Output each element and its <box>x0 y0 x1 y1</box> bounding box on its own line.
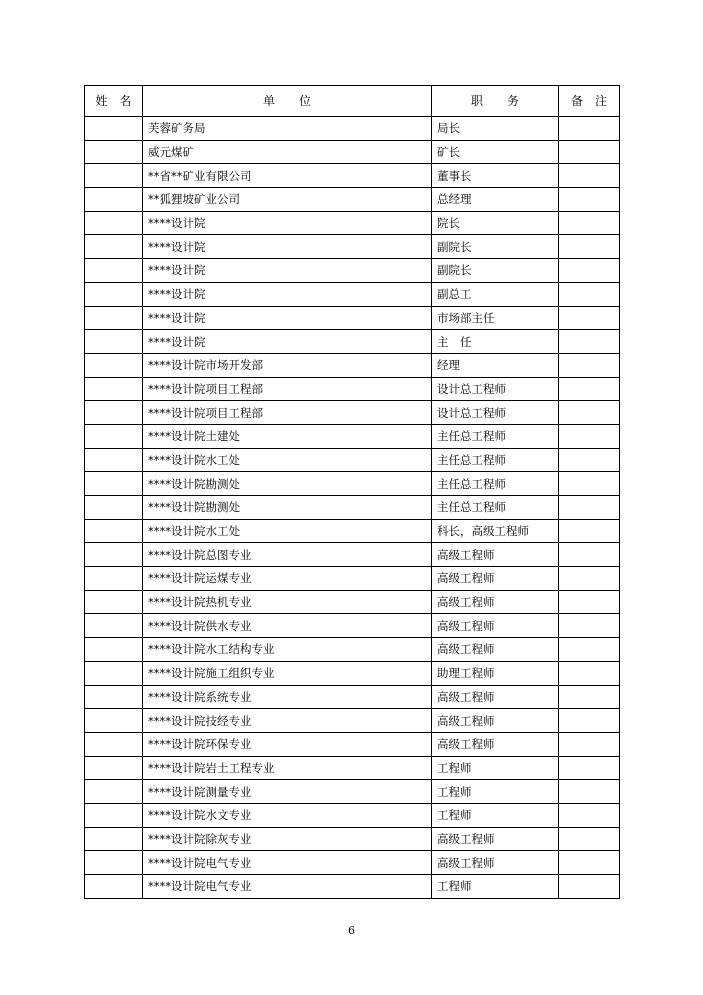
name-cell <box>85 330 143 354</box>
unit-cell: ****设计院除灰专业 <box>143 827 432 851</box>
note-cell <box>559 211 620 235</box>
table-row <box>85 377 620 401</box>
note-cell <box>559 164 620 188</box>
unit-cell: ****设计院项目工程部 <box>143 401 432 425</box>
unit-cell: ****设计院水工结构专业 <box>143 638 432 662</box>
title-cell: 高级工程师 <box>432 567 559 591</box>
name-cell <box>85 259 143 283</box>
table-row <box>85 117 620 141</box>
name-cell <box>85 685 143 709</box>
title-cell: 董事长 <box>432 164 559 188</box>
name-cell <box>85 306 143 330</box>
title-cell: 主任总工程师 <box>432 424 559 448</box>
note-cell <box>559 567 620 591</box>
note-cell <box>559 448 620 472</box>
title-cell: 经理 <box>432 353 559 377</box>
unit-cell: ****设计院市场开发部 <box>143 353 432 377</box>
name-cell <box>85 827 143 851</box>
header-name: 姓 名 <box>95 94 132 108</box>
title-cell: 设计总工程师 <box>432 401 559 425</box>
table-row <box>85 235 620 259</box>
title-cell: 院长 <box>432 211 559 235</box>
table-row <box>85 590 620 614</box>
note-cell <box>559 188 620 212</box>
unit-cell: **省**矿业有限公司 <box>143 164 432 188</box>
unit-cell: ****设计院勘测处 <box>143 496 432 520</box>
name-cell <box>85 377 143 401</box>
note-cell <box>559 614 620 638</box>
note-cell <box>559 709 620 733</box>
note-cell <box>559 424 620 448</box>
unit-cell: ****设计院水文专业 <box>143 803 432 827</box>
title-cell: 科长，高级工程师 <box>432 519 559 543</box>
table-row <box>85 282 620 306</box>
unit-cell: ****设计院施工组织专业 <box>143 661 432 685</box>
note-cell <box>559 661 620 685</box>
title-cell: 市场部主任 <box>432 306 559 330</box>
note-cell <box>559 803 620 827</box>
unit-cell: ****设计院水工处 <box>143 519 432 543</box>
header-note: 备 注 <box>571 94 607 108</box>
table-row <box>85 211 620 235</box>
name-cell <box>85 140 143 164</box>
header-unit: 单 位 <box>263 94 311 108</box>
name-cell <box>85 472 143 496</box>
unit-cell: ****设计院勘测处 <box>143 472 432 496</box>
name-cell <box>85 567 143 591</box>
table-row <box>85 164 620 188</box>
note-cell <box>559 638 620 662</box>
table-row <box>85 259 620 283</box>
note-cell <box>559 353 620 377</box>
name-cell <box>85 875 143 899</box>
table-body <box>85 117 620 899</box>
name-cell <box>85 732 143 756</box>
note-cell <box>559 377 620 401</box>
page-number: 6 <box>348 924 355 937</box>
table-row <box>85 709 620 733</box>
name-cell <box>85 424 143 448</box>
note-cell <box>559 685 620 709</box>
table-row <box>85 803 620 827</box>
table-row <box>85 543 620 567</box>
personnel-table <box>84 85 620 899</box>
name-cell <box>85 117 143 141</box>
header-title-cell <box>432 86 559 117</box>
title-cell: 高级工程师 <box>432 614 559 638</box>
unit-cell: ****设计院水工处 <box>143 448 432 472</box>
name-cell <box>85 543 143 567</box>
title-cell: 高级工程师 <box>432 590 559 614</box>
unit-cell: ****设计院环保专业 <box>143 732 432 756</box>
title-cell: 高级工程师 <box>432 638 559 662</box>
table-row <box>85 780 620 804</box>
name-cell <box>85 780 143 804</box>
note-cell <box>559 732 620 756</box>
title-cell: 主任总工程师 <box>432 472 559 496</box>
note-cell <box>559 827 620 851</box>
title-cell: 总经理 <box>432 188 559 212</box>
note-cell <box>559 117 620 141</box>
name-cell <box>85 851 143 875</box>
table-row <box>85 756 620 780</box>
name-cell <box>85 519 143 543</box>
name-cell <box>85 211 143 235</box>
title-cell: 副总工 <box>432 282 559 306</box>
title-cell: 工程师 <box>432 803 559 827</box>
table-row <box>85 661 620 685</box>
unit-cell: ****设计院 <box>143 306 432 330</box>
unit-cell: ****设计院 <box>143 211 432 235</box>
unit-cell: ****设计院电气专业 <box>143 875 432 899</box>
table-row <box>85 306 620 330</box>
name-cell <box>85 590 143 614</box>
note-cell <box>559 259 620 283</box>
title-cell: 局长 <box>432 117 559 141</box>
table-row <box>85 519 620 543</box>
title-cell: 高级工程师 <box>432 732 559 756</box>
table-row <box>85 732 620 756</box>
name-cell <box>85 803 143 827</box>
note-cell <box>559 235 620 259</box>
name-cell <box>85 638 143 662</box>
table-row <box>85 188 620 212</box>
title-cell: 工程师 <box>432 780 559 804</box>
name-cell <box>85 448 143 472</box>
name-cell <box>85 235 143 259</box>
title-cell: 主任总工程师 <box>432 448 559 472</box>
unit-cell: ****设计院岩土工程专业 <box>143 756 432 780</box>
title-cell: 主 任 <box>432 330 559 354</box>
title-cell: 副院长 <box>432 259 559 283</box>
title-cell: 工程师 <box>432 756 559 780</box>
unit-cell: ****设计院土建处 <box>143 424 432 448</box>
unit-cell: ****设计院系统专业 <box>143 685 432 709</box>
unit-cell: ****设计院测量专业 <box>143 780 432 804</box>
title-cell: 主任总工程师 <box>432 496 559 520</box>
note-cell <box>559 330 620 354</box>
name-cell <box>85 353 143 377</box>
title-cell: 矿长 <box>432 140 559 164</box>
unit-cell: ****设计院 <box>143 330 432 354</box>
note-cell <box>559 875 620 899</box>
table-row <box>85 448 620 472</box>
table-row <box>85 353 620 377</box>
note-cell <box>559 590 620 614</box>
unit-cell: **狐狸坡矿业公司 <box>143 188 432 212</box>
name-cell <box>85 401 143 425</box>
table-row <box>85 638 620 662</box>
note-cell <box>559 780 620 804</box>
note-cell <box>559 401 620 425</box>
header-note-cell <box>559 86 620 117</box>
note-cell <box>559 851 620 875</box>
table-row <box>85 567 620 591</box>
name-cell <box>85 614 143 638</box>
note-cell <box>559 282 620 306</box>
unit-cell: ****设计院热机专业 <box>143 590 432 614</box>
title-cell: 工程师 <box>432 875 559 899</box>
table-row <box>85 685 620 709</box>
header-title: 职 务 <box>471 94 519 108</box>
unit-cell: ****设计院供水专业 <box>143 614 432 638</box>
note-cell <box>559 306 620 330</box>
table-row <box>85 851 620 875</box>
unit-cell: ****设计院总图专业 <box>143 543 432 567</box>
header-row <box>85 86 620 117</box>
unit-cell: 威元煤矿 <box>143 140 432 164</box>
title-cell: 设计总工程师 <box>432 377 559 401</box>
table-row <box>85 496 620 520</box>
table-row <box>85 827 620 851</box>
unit-cell: ****设计院运煤专业 <box>143 567 432 591</box>
note-cell <box>559 140 620 164</box>
title-cell: 助理工程师 <box>432 661 559 685</box>
unit-cell: ****设计院 <box>143 282 432 306</box>
header-name-cell <box>85 86 143 117</box>
table-header <box>85 86 620 117</box>
title-cell: 副院长 <box>432 235 559 259</box>
unit-cell: ****设计院 <box>143 235 432 259</box>
table-row <box>85 401 620 425</box>
unit-cell: ****设计院技经专业 <box>143 709 432 733</box>
note-cell <box>559 496 620 520</box>
table-row <box>85 472 620 496</box>
table-row <box>85 614 620 638</box>
table-row <box>85 424 620 448</box>
note-cell <box>559 756 620 780</box>
name-cell <box>85 661 143 685</box>
name-cell <box>85 164 143 188</box>
table-row <box>85 330 620 354</box>
title-cell: 高级工程师 <box>432 685 559 709</box>
unit-cell: 芙蓉矿务局 <box>143 117 432 141</box>
name-cell <box>85 188 143 212</box>
title-cell: 高级工程师 <box>432 827 559 851</box>
note-cell <box>559 472 620 496</box>
header-unit-cell <box>143 86 432 117</box>
title-cell: 高级工程师 <box>432 709 559 733</box>
name-cell <box>85 496 143 520</box>
unit-cell: ****设计院 <box>143 259 432 283</box>
title-cell: 高级工程师 <box>432 851 559 875</box>
note-cell <box>559 543 620 567</box>
title-cell: 高级工程师 <box>432 543 559 567</box>
table-row <box>85 875 620 899</box>
table-row <box>85 140 620 164</box>
name-cell <box>85 282 143 306</box>
unit-cell: ****设计院电气专业 <box>143 851 432 875</box>
note-cell <box>559 519 620 543</box>
name-cell <box>85 756 143 780</box>
unit-cell: ****设计院项目工程部 <box>143 377 432 401</box>
name-cell <box>85 709 143 733</box>
